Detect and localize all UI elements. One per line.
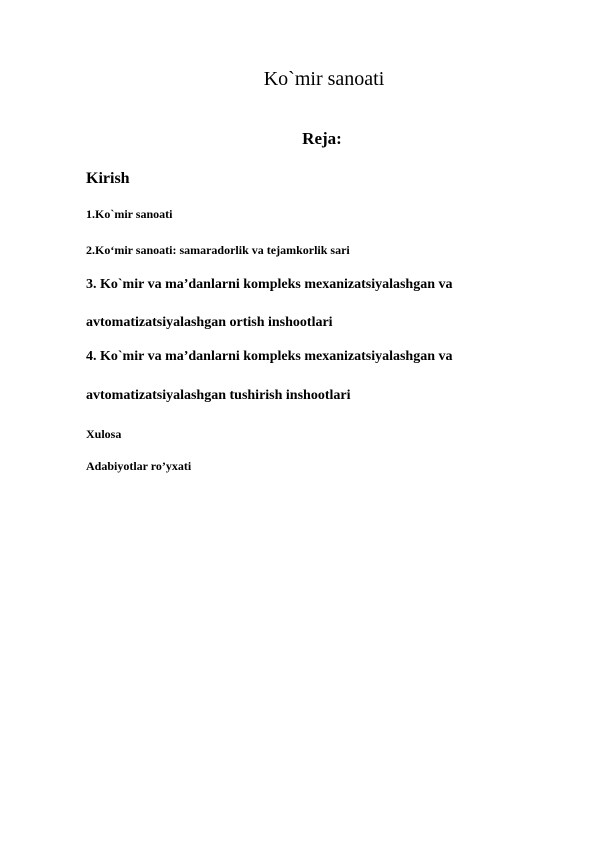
plan-item-4-line-2: avtomatizatsiyalashgan tushirish inshootlari (86, 388, 351, 403)
plan-item-intro: Kirish (86, 170, 130, 187)
plan-heading: Reja: (302, 129, 342, 148)
plan-item-references: Adabiyotlar ro’yxati (86, 459, 192, 473)
plan-item-2: 2.Ko‘mir sanoati: samaradorlik va tejamkorlik sari (86, 243, 350, 257)
plan-item-1: 1.Ko`mir sanoati (86, 207, 173, 221)
plan-item-3-line-1: 3. Ko`mir va ma’danlarni kompleks mexanizatsiyalashgan va (86, 277, 453, 292)
plan-item-4-line-1: 4. Ko`mir va ma’danlarni kompleks mexanizatsiyalashgan va (86, 349, 453, 364)
plan-item-3-line-2: avtomatizatsiyalashgan ortish inshootlari (86, 315, 333, 330)
document-title: Ko`mir sanoati (263, 68, 385, 90)
plan-item-conclusion: Xulosa (86, 427, 122, 441)
